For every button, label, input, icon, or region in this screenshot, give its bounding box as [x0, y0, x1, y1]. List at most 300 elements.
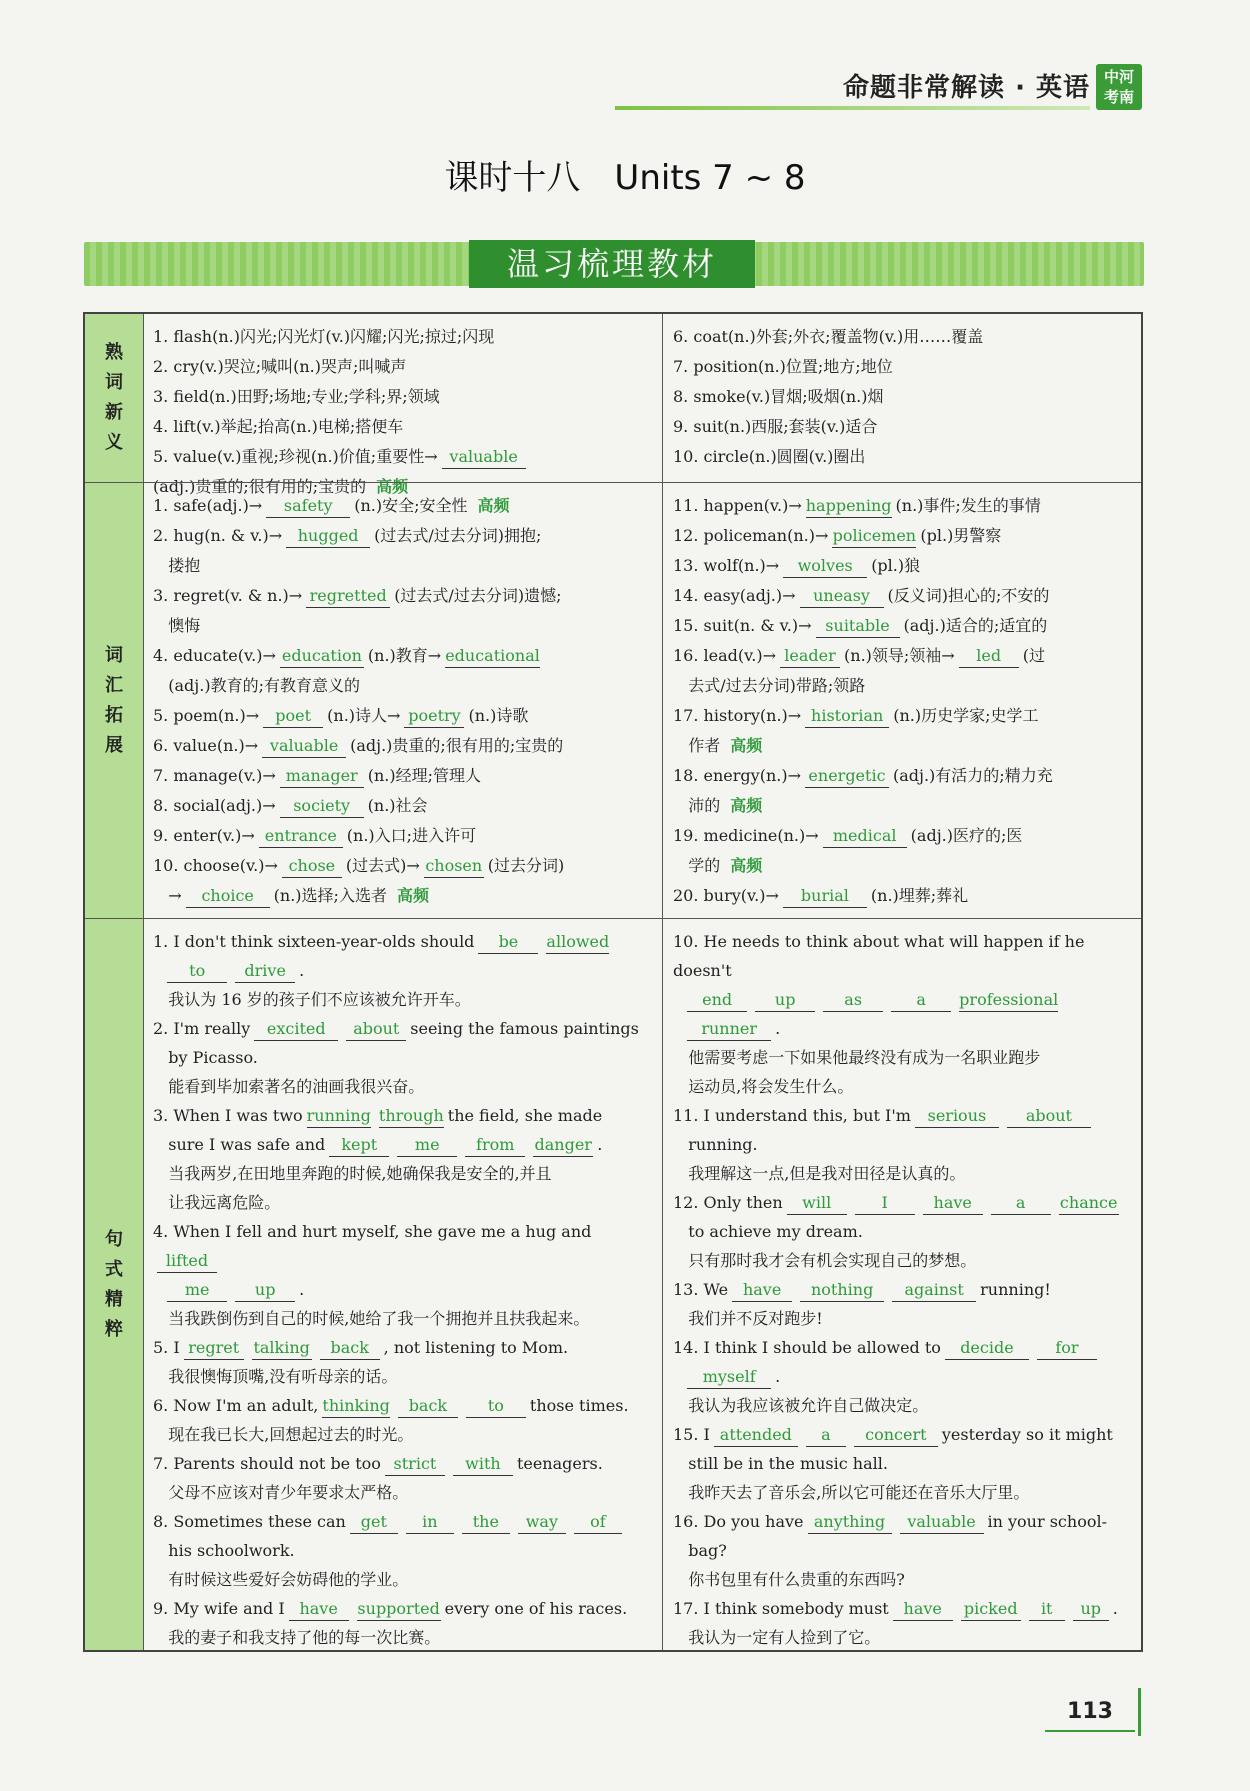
item-text: , not listening to Mom. [383, 1338, 569, 1357]
right-column [662, 483, 1141, 918]
item-text: 2. hug(n. & v.)→ [153, 526, 283, 545]
item-text: 7. manage(v.)→ [153, 766, 276, 785]
answer-blank: a [991, 1192, 1051, 1215]
left-column [143, 483, 661, 918]
answer-blank: nothing [800, 1279, 884, 1302]
item-text: seeing the famous paintings [410, 1019, 639, 1038]
answer-blank: have [893, 1598, 953, 1621]
item-text: 17. history(n.)→ [673, 706, 802, 725]
item-text: 3. regret(v. & n.)→ [153, 586, 303, 605]
item-text: 6. Now I'm an adult, [153, 1396, 319, 1415]
translation: 我认为 16 岁的孩子们不应该被允许开车。 [168, 990, 471, 1009]
list-item [153, 581, 651, 611]
right-column [662, 919, 1141, 1650]
translation: 我的妻子和我支持了他的每一次比赛。 [168, 1628, 441, 1647]
side-char: 展 [105, 734, 123, 756]
item-text: 12. policeman(n.)→ [673, 526, 829, 545]
item-text: those times. [529, 1396, 629, 1415]
section-label [85, 919, 144, 1650]
item-text: 1. safe(adj.)→ [153, 496, 263, 515]
publisher-logo [1096, 64, 1142, 110]
translation: 当我跌倒伤到自己的时候,她给了我一个拥抱并且扶我起来。 [168, 1309, 590, 1328]
list-item [153, 1217, 651, 1275]
list-item: sure I was safe and kept me from danger . [153, 1130, 651, 1159]
item-text: 5. poem(n.)→ [153, 706, 260, 725]
answer-blank: a [891, 989, 951, 1012]
item-text: (pl.)狼 [871, 556, 921, 575]
list-item [153, 1304, 651, 1333]
list-item [673, 985, 1131, 1014]
answer-blank: back [398, 1395, 458, 1418]
item-text: 2. I'm really [153, 1019, 251, 1038]
answer-blank: policemen [832, 525, 916, 548]
item-text: (n.)安全;安全性 [354, 496, 468, 515]
item-text: 1. I don't think sixteen-year-olds should [153, 932, 475, 951]
side-char: 拓 [105, 704, 123, 726]
review-table [83, 312, 1143, 1652]
translation: 现在我已长大,回想起过去的时光。 [168, 1425, 414, 1444]
item-text: by Picasso. [168, 1048, 258, 1067]
list-item: myself . [673, 1362, 1131, 1391]
answer-blank: professional [959, 989, 1058, 1012]
answer-blank: drive [235, 960, 295, 983]
list-item [153, 1101, 651, 1130]
item-text: (过去分词) [487, 856, 565, 875]
item-text: (n.)经理;管理人 [367, 766, 482, 785]
answer-blank: up [1073, 1598, 1109, 1621]
page-number-text: 113 [1067, 1699, 1113, 1724]
section-vocabulary-expansion [85, 482, 1141, 918]
item-text: (过去式)→ [345, 856, 420, 875]
translation: 能看到毕加索著名的油画我很兴奋。 [168, 1077, 425, 1096]
list-item [673, 1072, 1131, 1101]
list-item [673, 761, 1131, 791]
item-text: 11. I understand this, but I'm [673, 1106, 911, 1125]
answer-blank: burial [783, 885, 867, 908]
item-text: 16. lead(v.)→ [673, 646, 777, 665]
answer-blank: picked [961, 1598, 1021, 1621]
side-char: 句 [105, 1228, 123, 1250]
answer-blank: get [350, 1511, 398, 1534]
item-text: (n.)诗人→ [327, 706, 401, 725]
list-item [153, 731, 651, 761]
list-item [673, 1333, 1131, 1362]
list-item [673, 851, 1131, 881]
answer-blank: wolves [783, 555, 867, 578]
answer-blank: me [397, 1134, 457, 1157]
translation: 你书包里有什么贵重的东西吗? [688, 1570, 905, 1589]
item-text: 4. When I fell and hurt myself, she gave me a hug and [153, 1222, 592, 1241]
list-item [673, 1188, 1131, 1217]
answer-blank: the [462, 1511, 510, 1534]
list-item [673, 611, 1131, 641]
answer-blank: have [732, 1279, 792, 1302]
section-label [85, 314, 144, 482]
answer-blank: be [478, 931, 538, 954]
item-text: 3. When I was two [153, 1106, 303, 1125]
side-char: 式 [105, 1258, 123, 1280]
list-item [673, 1304, 1131, 1333]
answer-blank: medical [823, 825, 907, 848]
header-title: 命题非常解读 · 英语 [843, 73, 1090, 103]
header-rule [615, 106, 1090, 110]
answer-blank: it [1029, 1598, 1065, 1621]
list-item [153, 881, 651, 911]
item-text: (反义词)担心的;不安的 [887, 586, 1050, 605]
answer-blank: against [892, 1279, 976, 1302]
logo-line-1: 中河 [1103, 68, 1134, 86]
item-text: (n.)埋葬;葬礼 [870, 886, 969, 905]
list-item: 10. circle(n.)圆圈(v.)圈出 [673, 447, 866, 466]
answer-blank: valuable [442, 446, 526, 469]
item-text: (n.)事件;发生的事情 [895, 496, 1041, 515]
list-item: to drive . [153, 956, 651, 985]
item-text: 12. Only then [673, 1193, 783, 1212]
answer-blank: I [855, 1192, 915, 1215]
list-item [153, 851, 651, 881]
high-frequency-tag: 高频 [730, 736, 763, 755]
item-text: bag? [688, 1541, 727, 1560]
list-item [153, 1507, 651, 1536]
answer-blank: end [687, 989, 747, 1012]
list-item [153, 1014, 651, 1043]
side-char: 粹 [105, 1318, 123, 1340]
item-text: (adj.)有活力的;精力充 [892, 766, 1053, 785]
item-text: 9. enter(v.)→ [153, 826, 255, 845]
answer-blank: concert [854, 1424, 938, 1447]
answer-blank: valuable [262, 735, 346, 758]
item-text: (n.)教育→ [367, 646, 442, 665]
list-item [673, 1101, 1131, 1130]
translation: 我理解这一点,但是我对田径是认真的。 [688, 1164, 966, 1183]
section-banner [84, 242, 1144, 286]
list-item: 8. smoke(v.)冒烟;吸烟(n.)烟 [673, 387, 884, 406]
list-item [673, 1391, 1131, 1420]
item-text: 10. He needs to think about what will happen if he doesn't [673, 932, 1085, 980]
translation: 有时候这些爱好会妨碍他的学业。 [168, 1570, 409, 1589]
list-item [673, 1420, 1131, 1449]
item-text: 懊悔 [168, 616, 201, 635]
item-text: (过 [1022, 646, 1045, 665]
list-item [153, 1072, 651, 1101]
answer-blank: me [167, 1279, 227, 1302]
list-item: 1. flash(n.)闪光;闪光灯(v.)闪耀;闪光;掠过;闪现 [153, 327, 495, 346]
item-text: (adj.)适合的;适宜的 [903, 616, 1048, 635]
item-text: 15. I [673, 1425, 710, 1444]
item-text: the field, she made [447, 1106, 603, 1125]
answer-blank: strict [385, 1453, 445, 1476]
list-item [153, 791, 651, 821]
side-char: 词 [105, 644, 123, 666]
answer-blank: thinking [322, 1395, 390, 1418]
list-item [673, 1043, 1131, 1072]
translation: 当我两岁,在田地里奔跑的时候,她确保我是安全的,并且 [168, 1164, 552, 1183]
item-text: 5. I [153, 1338, 180, 1357]
answer-blank: allowed [546, 931, 609, 954]
item-text: (adj.)医疗的;医 [910, 826, 1023, 845]
list-item [153, 1536, 651, 1565]
translation: 我认为一定有人捡到了它。 [688, 1628, 881, 1647]
list-item [153, 1362, 651, 1391]
list-item [153, 821, 651, 851]
item-text: every one of his races. [444, 1599, 628, 1618]
answer-blank: up [235, 1279, 295, 1302]
list-item [673, 1623, 1131, 1652]
list-item [153, 1159, 651, 1188]
item-text: 5. value(v.)重视;珍视(n.)价值;重要性→ [153, 447, 438, 466]
answer-blank: choice [186, 885, 270, 908]
item-text: in your school- [987, 1512, 1107, 1531]
list-item [153, 1188, 651, 1217]
high-frequency-tag: 高频 [730, 796, 763, 815]
answer-blank: led [959, 645, 1019, 668]
answer-blank: talking [252, 1337, 312, 1360]
item-text: 18. energy(n.)→ [673, 766, 801, 785]
item-text: 13. wolf(n.)→ [673, 556, 780, 575]
side-char: 义 [105, 432, 123, 453]
item-text: 6. value(n.)→ [153, 736, 259, 755]
list-item [153, 551, 651, 581]
answer-blank: society [280, 795, 364, 818]
high-frequency-tag: 高频 [477, 496, 510, 515]
list-item [673, 1449, 1131, 1478]
item-text: running! [980, 1280, 1051, 1299]
item-text: 作者 [688, 736, 721, 755]
answer-blank: educational [445, 645, 540, 668]
answer-blank: entrance [259, 825, 343, 848]
list-item [153, 1565, 651, 1594]
translation: 我昨天去了音乐会,所以它可能还在音乐大厅里。 [688, 1483, 1030, 1502]
answer-blank: to [466, 1395, 526, 1418]
translation: 我很懊悔顶嘴,没有听母亲的话。 [168, 1367, 398, 1386]
left-column [143, 919, 661, 1650]
list-item [673, 521, 1131, 551]
answer-blank: chose [282, 855, 342, 878]
list-item: 7. position(n.)位置;地方;地位 [673, 357, 893, 376]
list-item [673, 1565, 1131, 1594]
list-item [153, 1478, 651, 1507]
item-text: 16. Do you have [673, 1512, 804, 1531]
answer-blank: manager [280, 765, 364, 788]
answer-blank: uneasy [800, 585, 884, 608]
list-item: me up . [153, 1275, 651, 1304]
section-sentence-patterns [85, 918, 1141, 1650]
side-char: 汇 [105, 674, 123, 696]
list-item [153, 1623, 651, 1652]
list-item [153, 985, 651, 1014]
answer-blank: suitable [816, 615, 900, 638]
answer-blank: historian [805, 705, 889, 728]
list-item: 9. suit(n.)西服;套装(v.)适合 [673, 417, 878, 436]
side-char: 精 [105, 1288, 123, 1310]
answer-blank: about [1007, 1105, 1091, 1128]
translation: 父母不应该对青少年要求太严格。 [168, 1483, 409, 1502]
list-item [153, 1594, 651, 1623]
item-text: 8. social(adj.)→ [153, 796, 276, 815]
left-column [143, 314, 661, 496]
answer-blank: through [379, 1105, 444, 1128]
item-text: 11. happen(v.)→ [673, 496, 802, 515]
item-text: 4. educate(v.)→ [153, 646, 276, 665]
list-item [153, 1043, 651, 1072]
answer-blank: decide [945, 1337, 1029, 1360]
section-familiar-words [85, 314, 1141, 496]
page-number [1045, 1694, 1135, 1732]
list-item [153, 491, 651, 521]
high-frequency-tag: 高频 [730, 856, 763, 875]
list-item: 2. cry(v.)哭泣;喊叫(n.)哭声;叫喊声 [153, 357, 407, 376]
answer-blank: kept [329, 1134, 389, 1157]
list-item: 3. field(n.)田野;场地;专业;学科;界;领域 [153, 387, 440, 406]
answer-blank: as [823, 989, 883, 1012]
list-item [153, 611, 651, 641]
answer-blank: from [465, 1134, 525, 1157]
page-number-rule [1138, 1688, 1141, 1736]
translation: 他需要考虑一下如果他最终没有成为一名职业跑步 [688, 1048, 1041, 1067]
item-text: (n.)领导;领袖→ [844, 646, 955, 665]
side-char: 熟 [105, 342, 123, 363]
answer-blank: attended [714, 1424, 798, 1447]
page-header [610, 62, 1150, 114]
item-text: (n.)社会 [367, 796, 428, 815]
list-item [673, 491, 1131, 521]
answer-blank: for [1037, 1337, 1097, 1360]
list-item [153, 641, 651, 671]
item-text: (adj.)贵重的;很有用的;宝贵的 [153, 477, 367, 496]
translation: 让我远离危险。 [168, 1193, 281, 1212]
list-item: 4. lift(v.)举起;抬高(n.)电梯;搭便车 [153, 417, 404, 436]
translation: 我们并不反对跑步! [688, 1309, 823, 1328]
right-column [662, 314, 1141, 482]
item-text: 沛的 [688, 796, 721, 815]
list-item [673, 927, 1131, 985]
list-item [153, 927, 651, 956]
item-text: teenagers. [516, 1454, 603, 1473]
list-item [673, 1159, 1131, 1188]
answer-blank: anything [808, 1511, 892, 1534]
answer-blank: leader [780, 645, 840, 668]
item-text: 15. suit(n. & v.)→ [673, 616, 812, 635]
list-item [673, 1130, 1131, 1159]
list-item [153, 442, 651, 472]
list-item [153, 1391, 651, 1420]
answer-blank: about [346, 1018, 406, 1041]
side-char: 词 [105, 372, 123, 393]
answer-blank: serious [915, 1105, 999, 1128]
answer-blank: way [518, 1511, 566, 1534]
list-item [673, 1275, 1131, 1304]
item-text: (adj.)教育的;有教育意义的 [168, 676, 360, 695]
answer-blank: poet [263, 705, 323, 728]
high-frequency-tag: 高频 [396, 886, 429, 905]
answer-blank: regret [184, 1337, 244, 1360]
list-item: runner . [673, 1014, 1131, 1043]
item-text: 14. I think I should be allowed to [673, 1338, 941, 1357]
answer-blank: excited [254, 1018, 338, 1041]
answer-blank: supported [357, 1598, 441, 1621]
answer-blank: running [307, 1105, 371, 1128]
answer-blank: happening [806, 495, 892, 518]
list-item: 17. I think somebody must have picked it up . [673, 1594, 1131, 1623]
item-text: → [168, 886, 182, 905]
answer-blank: regretted [306, 585, 390, 608]
answer-blank: a [806, 1424, 846, 1447]
list-item [153, 1333, 651, 1362]
list-item [673, 1217, 1131, 1246]
item-text: 10. choose(v.)→ [153, 856, 278, 875]
item-text: 14. easy(adj.)→ [673, 586, 796, 605]
answer-blank: valuable [900, 1511, 984, 1534]
answer-blank: danger [533, 1134, 593, 1157]
item-text: 搂抱 [168, 556, 201, 575]
answer-blank: runner [687, 1018, 771, 1041]
item-text: 学的 [688, 856, 721, 875]
answer-blank: in [406, 1511, 454, 1534]
list-item [673, 671, 1131, 701]
side-char: 新 [105, 402, 123, 423]
list-item [673, 881, 1131, 911]
answer-blank: of [574, 1511, 622, 1534]
list-item [153, 701, 651, 731]
item-text: (n.)历史学家;史学工 [893, 706, 1039, 725]
list-item: 6. coat(n.)外套;外衣;覆盖物(v.)用……覆盖 [673, 327, 984, 346]
item-text: (n.)选择;入选者 [273, 886, 387, 905]
answer-blank: have [923, 1192, 983, 1215]
item-text: (n.)入口;进入许可 [346, 826, 477, 845]
answer-blank: with [453, 1453, 513, 1476]
list-item [153, 761, 651, 791]
item-text: (过去式/过去分词)遗憾; [394, 586, 562, 605]
answer-blank: have [289, 1598, 349, 1621]
item-text: running. [688, 1135, 758, 1154]
answer-blank: safety [266, 495, 350, 518]
list-item [673, 551, 1131, 581]
answer-blank: up [755, 989, 815, 1012]
page-title: 课时十八 Units 7 ~ 8 [444, 158, 806, 198]
answer-blank: chance [1059, 1192, 1119, 1215]
list-item [673, 1507, 1131, 1536]
item-text: to achieve my dream. [688, 1222, 863, 1241]
item-text: 9. My wife and I [153, 1599, 285, 1618]
logo-line-2: 考南 [1103, 88, 1134, 106]
item-text: 19. medicine(n.)→ [673, 826, 819, 845]
list-item [673, 731, 1131, 761]
list-item [153, 1420, 651, 1449]
list-item [673, 1478, 1131, 1507]
list-item [153, 521, 651, 551]
answer-blank: lifted [157, 1250, 217, 1273]
high-frequency-tag: 高频 [376, 477, 409, 496]
item-text: (pl.)男警察 [920, 526, 1002, 545]
answer-blank: back [320, 1337, 380, 1360]
item-text: (adj.)贵重的;很有用的;宝贵的 [350, 736, 564, 755]
list-item [153, 1449, 651, 1478]
list-item [673, 791, 1131, 821]
translation: 运动员,将会发生什么。 [688, 1077, 854, 1096]
item-text: 去式/过去分词)带路;领路 [688, 676, 866, 695]
answer-blank: will [787, 1192, 847, 1215]
item-text: 7. Parents should not be too [153, 1454, 381, 1473]
answer-blank: energetic [805, 765, 889, 788]
item-text: (过去式/过去分词)拥抱; [374, 526, 542, 545]
list-item [673, 1246, 1131, 1275]
section-label [85, 483, 144, 918]
list-item [673, 581, 1131, 611]
banner-label: 温习梳理教材 [469, 240, 755, 288]
answer-blank: to [167, 960, 227, 983]
answer-blank: myself [687, 1366, 771, 1389]
list-item [673, 641, 1131, 671]
